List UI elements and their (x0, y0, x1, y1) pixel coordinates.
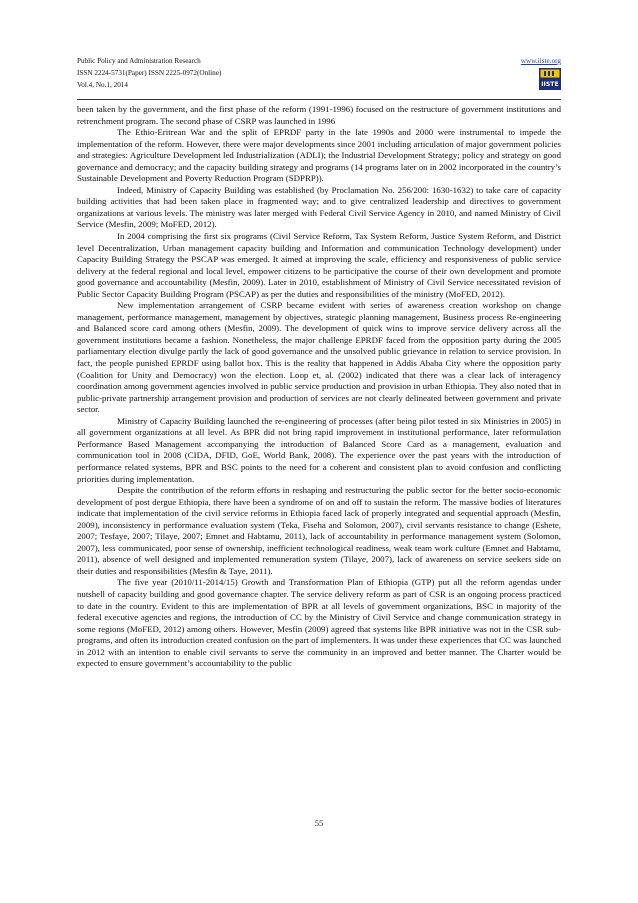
paragraph-1: been taken by the government, and the first phase of the reform (1991-1996) focused on the restructure of government institutions and retrenchment program. The second phase of CSRP was launched in 1996 (77, 104, 561, 126)
page-number: 55 (314, 818, 324, 828)
journal-title: Public Policy and Administration Research (77, 57, 201, 65)
header-divider (77, 99, 561, 100)
paragraph-6: Ministry of Capacity Building launched the re-engineering of processes (after being pilot tested in six Ministries in 2005) in all government organizations at all level. As BPR did not bring rapid improvement in institutional performance, later reformulation Performance Based Management accompanying the introduction of Balanced Score Card as a management, evaluation and communication tool in 2008 (CIDA, DFID, GoE, World Bank, 2008). The experience over the past years with the introduction of performance related systems, BPR and BSC points to the need for a coherent and consistent plan to avoid confusion and conflicting priorities during implementation. (77, 415, 561, 484)
paragraph-2: The Ethio-Eritrean War and the split of EPRDF party in the late 1990s and 2000 were instrumental to impede the implementation of the reform. However, there were major developments since 2001 including articulation of major government policies and strategies: Agriculture Development led Industrialization (ADLI); the Industrial Development Strategy; policy and strategy on good governance and democracy; and the capacity building strategy and programs (14 programs later on in 2002 incorporated in the country’s Sustainable Development and Poverty Reduction Program (SDPRP)). (77, 127, 561, 184)
journal-url-link[interactable]: www.iiste.org (520, 57, 561, 65)
issn-line: ISSN 2224-5731(Paper) ISSN 2225-0972(Online) (77, 69, 222, 77)
paragraph-3: Indeed, Ministry of Capacity Building was established (by Proclamation No. 256/200: 1630-1632) to take care of capacity building activities that had been taken place in fragmented way; and to give centralized leadership and directives to government organizations at various levels. The ministry was later merged with Federal Civil Service Agency in 2010, and named Ministry of Civil Service (Mesfin, 2009; MoFED, 2012). (77, 184, 561, 230)
iiste-logo-icon (539, 68, 561, 90)
logo-text: IISTE (541, 81, 559, 88)
volume-line: Vol.4, No.1, 2014 (77, 81, 128, 89)
paragraph-8: The five year (2010/11-2014/15) Growth and Transformation Plan of Ethiopia (GTP) put all the reform agendas under nutshell of capacity building and good governance chapter. The service delivery reform as part of CSR is an ongoing process practiced to date in the country. Evident to this are implementation of BPR at all levels of government organizations, BSC in majority of the federal executive agencies and regions, the introduction of CC by the Ministry of Civil Service and change communication strategy in some regions (MoFED, 2012) among others. However, Mesfin (2009) agreed that systems like BPR initiative was not in the CSR sub-programs, and often its introduction created confusion on the part of implementers. It was under these experiences that CC was launched in 2012 with an intention to enable civil servants to serve the community in an improved and better manner. The Charter would be expected to ensure government’s accountability to the public (77, 577, 561, 669)
page-header (77, 55, 561, 97)
article-body (77, 104, 561, 670)
paragraph-4: In 2004 comprising the first six programs (Civil Service Reform, Tax System Reform, Justice System Reform, and District level Decentralization, Urban management capacity building and Information and communication Technology development) under Capacity Building Strategy the PSCAP was emerged. It aimed at improving the scale, efficiency and responsiveness of public service delivery at the federal regional and local level, empower citizens to be participative the course of their own development and promote good governance and accountability (Mesfin, 2009). Later in 2010, establishment of Ministry of Civil Service necessitated revision of Public Sector Capacity Building Program (PSCAP) as per the duties and responsibilities of the ministry (MoFED, 2012). (77, 231, 561, 299)
paragraph-7: Despite the contribution of the reform efforts in reshaping and restructuring the public sector for the better socio-economic development of post dergue Ethiopia, there have been a syndrome of on and off to sustain the reform. The massive bodies of literatures indicate that implementation of the civil service reforms in Ethiopia faced lack of properly integrated and sequential approach (Mesfin, 2009), inconsistency in performance evaluation system (Teka, Fiseha and Solomon, 2007), civil servants resistance to change (Eshete, 2007; Tesfaye, 2007; Tilaye, 2007; Emnet and Habtamu, 2011), lack of accountability in performance management system (Solomon, 2007), less communicated, poor sense of ownership, inefficient technological readiness, weak team work culture (Emnet and Habtamu, 2011), absence of well designed and implemented remuneration system (Tilaye, 2007), lack of awareness on service seekers side on their duties and responsibilities (Mesfin & Taye, 2011). (77, 485, 561, 576)
paragraph-5: New implementation arrangement of CSRP became evident with series of awareness creation workshop on change management, performance management, management by objectives, strategic planning management, Business process Re-engineering and Balanced score card among others (Mesfin, 2009). The development of quick wins to improve service delivery across all the government institutions became a fashion. Nonetheless, the major challenge EPRDF faced from the opposition party during the 2005 parliamentary election divulge partly the lack of good governance and the unsolved public grievance in relation to service provision. In fact, the people punished EPRDF using ballot box. This is the reality that happened in Addis Ababa City where the opposition party (Coalition for Unity and Democracy) won the election. Loop et, al. (2002) indicated that there was a clear lack of interagency coordination among government agencies involved in public service production and provision in urban Ethiopia. They also noted that in public-private partnership arrangement provision and production of services are not clearly delineated between government and private sector. (77, 300, 561, 415)
